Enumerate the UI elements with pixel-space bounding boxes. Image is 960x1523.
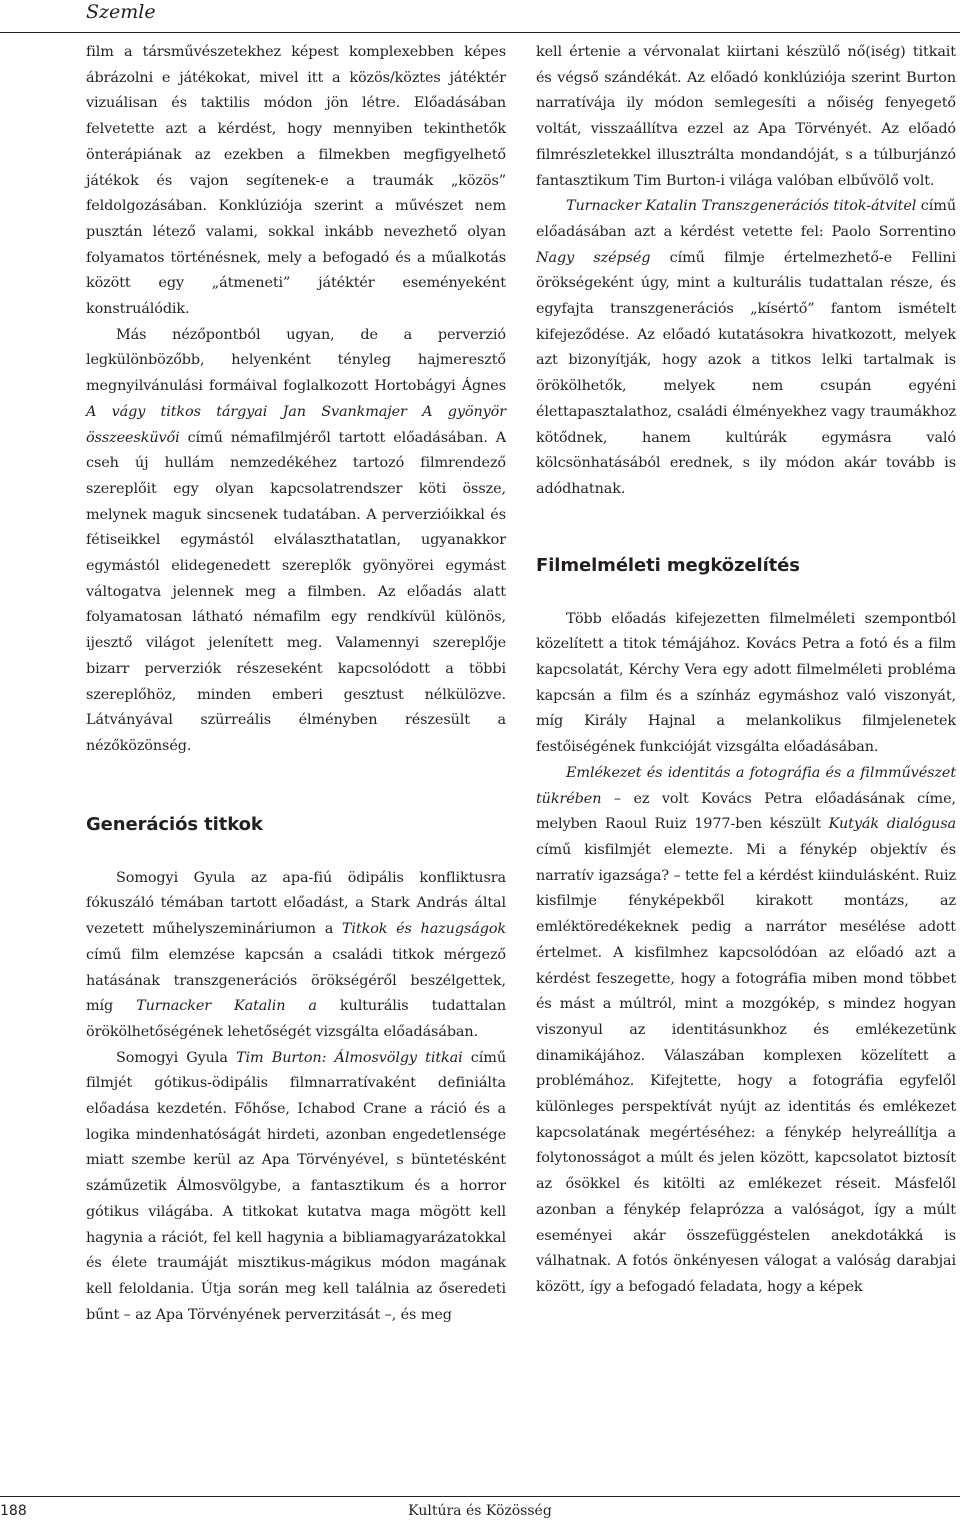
section-heading: Generációs titkok (86, 813, 263, 835)
paragraph (86, 1046, 506, 1329)
text-run: Somogyi Gyula az apa-fiú ödipális konfliktusra fókuszáló témában tartott előadást, a Stark András által vezetett műhelyszemináriumon a (86, 869, 506, 938)
film-title: Tim Burton: Álmosvölgy titkai (236, 1049, 463, 1066)
author-name: Turnacker Katalin a (136, 998, 317, 1015)
film-title: Nagy szépség (536, 249, 651, 266)
journal-name: Kultúra és Közösség (408, 1503, 552, 1519)
text-run: Más nézőpontból ugyan, de a perverzió legkülönbözőbb, helyenként tényleg hajmeresztő megnyilvánulási formáival foglalkozott Hortobágyi Ágnes (86, 326, 506, 395)
paragraph (86, 323, 506, 760)
text-run: című filmjét gótikus-ödipális filmnarratívaként definiálta előadása kezdetén. Főhőse, Ichabod Crane a ráció és a logika mindenhatóságát hirdeti, azonban engedetlensége miatt szembe kerül az Apa Törvényével, s büntetésként száműzetik Álmosvölgybe, a fantasztikum és a horror gótikus világába. A titkokat kutatva maga mögött kell hagynia a rációt, fel kell hagynia a bibliamagyarázatokkal és élete traumáját misztikus-mágikus módon magának kell feloldania. Útja során meg kell találnia az őseredeti bűnt – az Apa Törvényének perverzitását –, és meg (86, 1049, 506, 1323)
header-rule (0, 32, 960, 33)
footer-rule (0, 1496, 960, 1497)
text-run: című kisfilmjét elemezte. Mi a fénykép objektív és narratív igazsága? – tette fel a kérdést kiindulásként. Ruiz kisfilmje fényképekből kirakott montázs, az emléktöredékeknek pedig a narrátor mesélése adott értelmet. A kisfilmhez kapcsolódóan az előadó azt a kérdést feszegette, hogy a fotográfia miben mond többet és mást a múltról, mint a mozgókép, s mindez hogyan viszonyul az identitásunkhoz és emlékezetünk dinamikájához. Válaszában komplexen közelített a problémához. Kifejtette, hogy a fotográfia egyfelől különleges perspektívát nyújt az identitás és emlékezet kapcsolatának megértéséhez: a fénykép helyreállítja a folytonosságot a múlt és jelen között, kapcsolatot biztosít az ősökkel és kitölti az emlékezet réseit. Másfelől azonban a fénykép felaprózza a valóságot, így a múlt eseményei akár összefüggéstelen anekdotákká is válhatnak. A fotós önkényesen válogat a valóság darabjai között, így a befogadó feladata, hogy a képek (536, 841, 956, 1295)
section-heading: Filmelméleti megközelítés (536, 554, 800, 576)
film-title: Kutyák dialógusa (828, 816, 956, 833)
left-column (86, 40, 506, 1328)
lecture-title: Emlékezet és identitás a fotográfia és a filmművészet tükrében (536, 764, 956, 807)
text-run: című némafilmjéről tartott előadásában. A cseh új hullám nemzedékéhez tartozó filmrendező szereplőit egy olyan kapcsolatrendszer köti össze, melynek maguk sincsenek tudatában. A perverzióikkal és fétiseikkel egymástól elválaszthatatlan, ugyanakkor egymástól elidegenedett szereplők gyönyörei egymást váltogatva jelennek meg a filmben. Az előadás alatt folyamatosan látható némafilm egy rendkívül különös, ijesztő világot jelenített meg. Valamennyi szereplője bizarr perverziók részeseként kapcsolódott a többi szereplőhöz, minden emberi gesztust nélkülözve. Látványával szürreális élményben részesült a nézőközönség. (86, 429, 506, 754)
paragraph: film a társművészetekhez képest komplexebben képes ábrázolni e játékokat, mivel itt a közös/köztes játéktér vizuálisan és taktilis módon jön létre. Előadásában felvetette azt a kérdést, hogy mennyiben tekinthetők önterápiának az ezekben a filmekben megfigyelhető játékok és vajon segítenek-e a traumák „közös” feldolgozásában. Konklúziója szerint a művészet nem pusztán létező valami, sokkal inkább nevezhető olyan folyamatos történésnek, mely a befogadó és a műalkotás között egy „átmeneti” játéktér eseményeként konstruálódik. (86, 44, 506, 318)
running-header-section: Szemle (86, 1, 156, 23)
paragraph (536, 194, 956, 502)
text-run: Somogyi Gyula (116, 1049, 237, 1066)
film-title: A vágy titkos tárgyai Jan Svankmajer A gyönyör összeesküvői (86, 403, 506, 446)
text-run: című előadásában azt a kérdést vetette fel: Paolo Sorrentino (536, 198, 956, 240)
paragraph: Több előadás kifejezetten filmelméleti szempontból közelített a titok témájához. Kovács Petra a fotó és a film kapcsolatát, Kérchy Vera egy adott filmelméleti probléma kapcsán a film és a színház egymáshoz való viszonyát, míg Király Hajnal a melankolikus filmjelenetek festőiségének funkcióját vizsgálta előadásában. (536, 610, 956, 756)
paragraph: kell értenie a vérvonalat kiirtani készülő nő(iség) titkait és végső szándékát. Az előadó konklúziója szerint Burton narratívája ily módon semlegesíti a nőiség fenyegető voltát, visszaállítva ezzel az Apa Törvényét. Az előadó filmrészletekkel illusztrálta mondandóját, s a túlburjánzó fantasztikum Tim Burton-i világa valóban elbűvölő volt. (536, 44, 956, 189)
page-number: 188 (0, 1503, 27, 1519)
lecture-title: Turnacker Katalin Transzgenerációs titok-átvitel (566, 198, 917, 215)
paragraph (86, 866, 506, 1046)
paragraph (536, 761, 956, 1301)
text-run: című film elemzése kapcsán a családi titkok mérgező hatásának transzgenerációs örökségéről beszélgettek, míg (86, 946, 506, 1015)
text-run: című filmje értelmezhető-e Fellini örökségeként úgy, mint a kulturális tudattalan része, és egyfajta transzgenerációs „kísértő” fantom ismételt kifejeződése. Az előadó kutatásokra hivatkozott, melyek azt bizonyítják, hogy azok a titkos lelki tartalmak is örökölhetők, melyek nem csupán egyéni élettapasztalathoz, családi élményekhez vagy traumákhoz kötődnek, hanem kultúrák egymásra való kölcsönhatásából erednek, s ily módon akár tovább is adódhatnak. (536, 249, 957, 497)
text-run: – ez volt Kovács Petra előadásának címe, melyben Raoul Ruiz 1977-ben készült (536, 790, 956, 833)
text-run: kulturális tudattalan örökölhetőségének lehetőségét vizsgálta előadásában. (86, 998, 507, 1040)
film-title: Titkok és hazugságok (341, 921, 507, 938)
right-column (536, 40, 956, 1301)
